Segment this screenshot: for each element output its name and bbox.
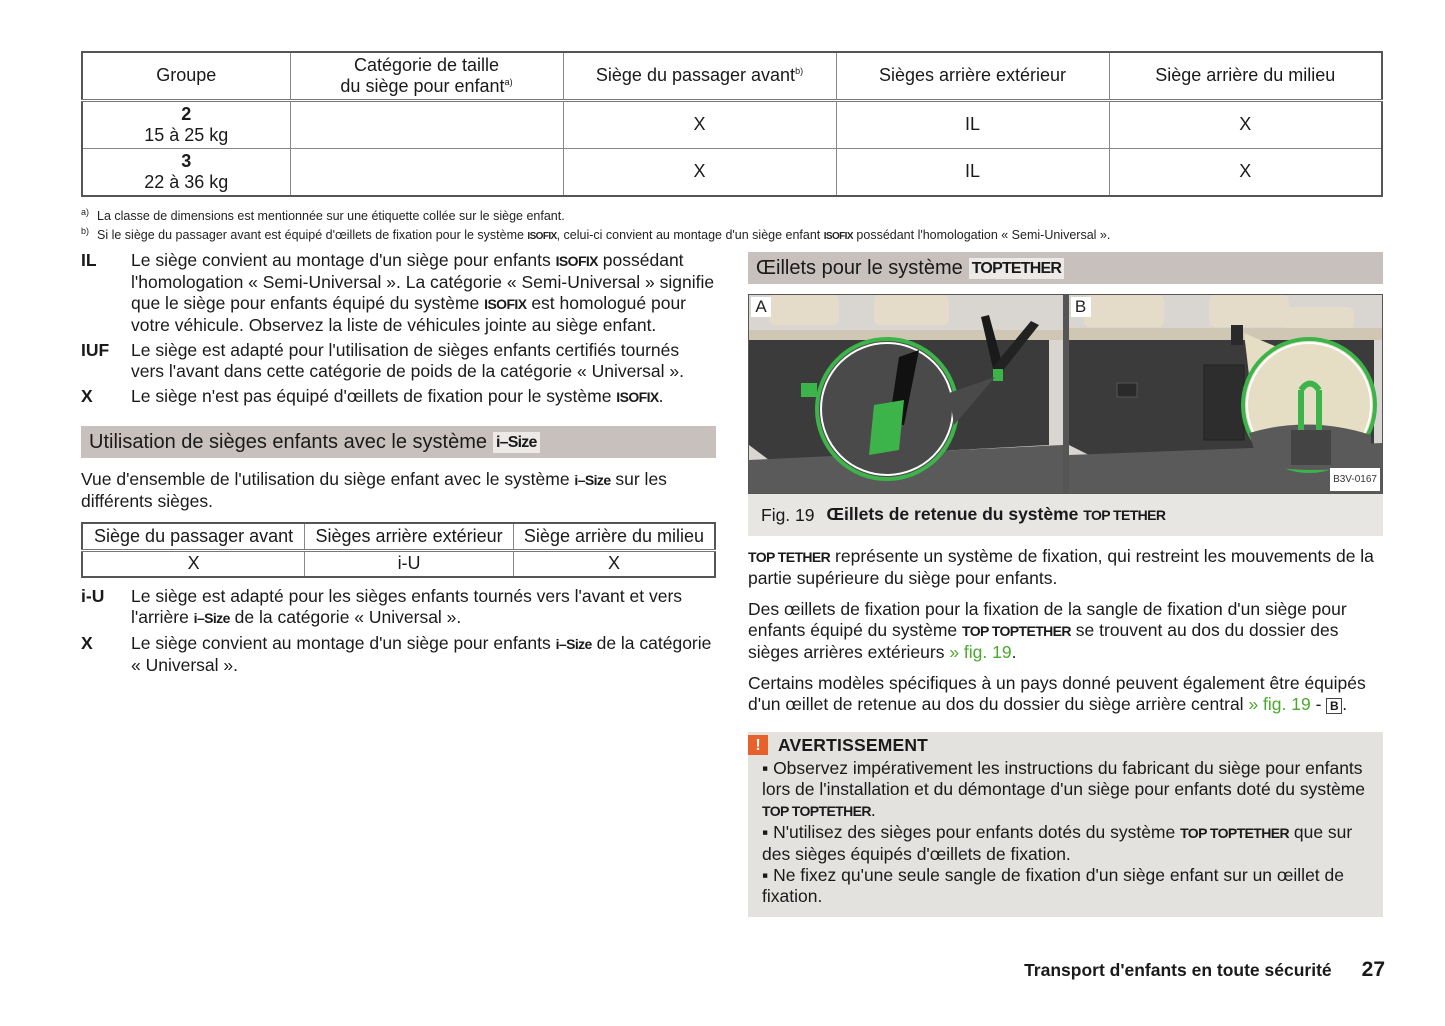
warning-icon: ! [748, 735, 768, 755]
toptether-label: TOP TETHER [748, 549, 831, 565]
isofix-label: ISOFIX [555, 253, 598, 269]
figure-panel-b [1069, 295, 1383, 493]
warning-title: AVERTISSEMENT [778, 734, 929, 755]
header-size-category: Catégorie de taille du siège pour enfant$^{a)}$ [290, 52, 563, 100]
header-rear-outer: Sièges arrière extérieur [836, 52, 1109, 100]
isofix-legend [81, 250, 716, 408]
header-rear-middle: Siège arrière du milieu [1109, 52, 1382, 100]
right-column [748, 252, 1383, 917]
table-header-row [82, 52, 1382, 100]
page-footer [1024, 958, 1385, 982]
toptether-label: TOP TOPTETHER [762, 803, 871, 819]
paragraph-toptether-intro: TOP TETHER représente un système de fixation, qui restreint les mouvements de la partie supérieure du siège pour enfants. [748, 546, 1374, 588]
front-passenger-cell: X [563, 148, 836, 196]
fig-19-link[interactable]: » fig. 19 [1248, 694, 1311, 714]
rear-middle-cell: X [1109, 100, 1382, 148]
rear-outer-cell: IL [836, 148, 1109, 196]
warning-box [748, 732, 1383, 917]
isofix-label: ISOFIX [823, 231, 853, 242]
rear-outer-cell: IL [836, 100, 1109, 148]
isofix-label: ISOFIX [484, 296, 527, 312]
isize-tag: i–Size [493, 432, 540, 453]
left-column [81, 250, 716, 680]
header-front-passenger: Siège du passager avant [82, 523, 305, 550]
warning-header [748, 732, 1369, 758]
header-front-passenger: Siège du passager avant$^{b)}$ [563, 52, 836, 100]
front-passenger-cell: X [82, 550, 305, 577]
panel-b-ref[interactable]: B [1326, 698, 1342, 714]
figure-19 [748, 294, 1383, 536]
table-header-row [82, 523, 715, 550]
legend-item-iu: i-U Le siège est adapté pour les sièges enfants tournés vers l'avant et vers l'arrière i–Size de la catégorie « Universal ». [81, 586, 683, 627]
table-row [82, 100, 1382, 148]
paragraph-outer-seats: Des œillets de fixation pour la fixation de la sangle de fixation d'un siège pour enfants équipé du système TOP TOPTETHER se trouvent au dos du dossier des sièges arrières extérieurs » fig. 19. [748, 599, 1347, 662]
size-category-cell [290, 100, 563, 148]
figure-images [748, 294, 1383, 494]
legend-item-il: IL Le siège convient au montage d'un siège pour enfants ISOFIX possédant l'homologation « Semi-Universal ». La catégorie « Semi-Universal » signifie que le siège pour enfants équipé du système ISOFIX est homologué pour votre véhicule. Observez la liste de véhicules jointe au siège enfant. [81, 250, 715, 335]
footnote-b: $^{b)}$ Si le siège du passager avant est équipé d'œillets de fixation pour le système ISOFIX, celui-ci convient au montage d'un siège enfant ISOFIX possédant l'homologation « Semi-Universal ». [81, 225, 1111, 242]
legend-item-x: X Le siège n'est pas équipé d'œillets de fixation pour le système ISOFIX. [81, 386, 664, 406]
table-row [82, 148, 1382, 196]
table-footnotes [81, 207, 1110, 246]
legend-item-iuf: IUF Le siège est adapté pour l'utilisation de sièges enfants certifiés tournés vers l'avant dans cette catégorie de poids de la catégorie « Universal ». [81, 340, 684, 381]
isize-intro: Vue d'ensemble de l'utilisation du siège enfant avec le système i–Size sur les différents sièges. [81, 469, 667, 511]
figure-panel-a [749, 295, 1063, 493]
image-code: B3V-0167 [1330, 468, 1380, 491]
figure-caption: Fig. 19 Œillets de retenue du système TOP TETHER [761, 504, 1166, 525]
footnote-ref-b[interactable]: b) [795, 66, 804, 77]
rear-outer-cell: i-U [305, 550, 514, 577]
header-groupe: Groupe [82, 52, 290, 100]
group-cell: 3 22 à 36 kg [82, 148, 290, 196]
toptether-label: TOP TETHER [1083, 507, 1166, 523]
front-passenger-cell: X [563, 100, 836, 148]
warning-item: ▪ Ne fixez qu'une seule sangle de fixation d'un siège enfant sur un œillet de fixation. [762, 865, 1344, 906]
isofix-label: ISOFIX [527, 231, 557, 242]
legend-item-x: X Le siège convient au montage d'un siège pour enfants i–Size de la catégorie « Universal ». [81, 633, 712, 675]
footnote-ref-a[interactable]: a) [504, 76, 513, 87]
warning-item: ▪ N'utilisez des sièges pour enfants dotés du système TOP TOPTETHER que sur des sièges équipés d'œillets de fixation. [762, 822, 1353, 864]
isize-legend [81, 586, 716, 676]
panel-label-b: B [1071, 297, 1091, 317]
chapter-title: Transport d'enfants en toute sécurité [1024, 960, 1332, 980]
isize-seat-table [81, 522, 716, 578]
footnote-a: $^{a)}$ La classe de dimensions est mentionnée sur une étiquette collée sur le siège enfant. [81, 206, 565, 223]
group-cell: 2 15 à 25 kg [82, 100, 290, 148]
fig-19-link[interactable]: » fig. 19 [949, 642, 1012, 662]
header-rear-middle: Siège arrière du milieu [513, 523, 715, 550]
isofix-seat-table [81, 51, 1383, 197]
toptether-label: TOP TOPTETHER [962, 623, 1071, 639]
car-trunk-illustration-a [749, 295, 1063, 493]
isize-label: i–Size [555, 636, 592, 652]
panel-label-a: A [751, 297, 771, 317]
toptether-label: TOP TOPTETHER [1180, 825, 1289, 841]
toptether-tag: TOPTETHER [969, 258, 1064, 279]
isize-label: i–Size [574, 472, 611, 488]
isize-section-heading: Utilisation de sièges enfants avec le système i–Size [81, 426, 716, 458]
isofix-label: ISOFIX [616, 389, 659, 405]
toptether-section-heading: Œillets pour le système TOPTETHER [748, 252, 1383, 284]
isize-label: i–Size [193, 610, 230, 626]
paragraph-central-seat: Certains modèles spécifiques à un pays donné peuvent également être équipés d'un œillet de retenue au dos du dossier du siège arrière central » fig. 19 - B . [748, 673, 1366, 714]
warning-item: ▪ Observez impérativement les instructions du fabricant du siège pour enfants lors de l'installation et du démontage d'un siège pour enfants doté du système TOP TOPTETHER. [762, 758, 1366, 820]
size-category-cell [290, 148, 563, 196]
rear-middle-cell: X [513, 550, 715, 577]
car-trunk-illustration-b [1069, 295, 1383, 493]
header-rear-outer: Sièges arrière extérieur [305, 523, 514, 550]
page-number: 27 [1361, 958, 1385, 981]
rear-middle-cell: X [1109, 148, 1382, 196]
table-row [82, 550, 715, 577]
